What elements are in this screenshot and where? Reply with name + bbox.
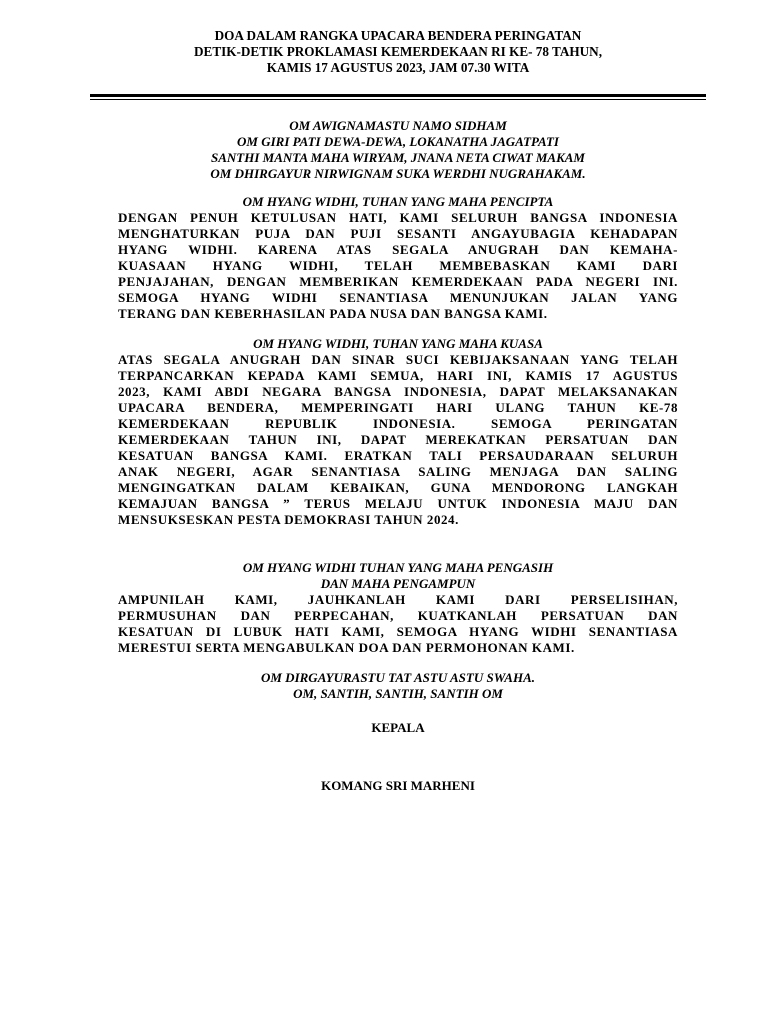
section-pencipta bbox=[118, 194, 678, 322]
paragraph-line: MENGINGATKAN DALAM KEBAIKAN, GUNA MENDORONG LANGKAH bbox=[118, 480, 678, 495]
document-page bbox=[118, 28, 678, 794]
document-header bbox=[118, 28, 678, 76]
mantra-line: OM GIRI PATI DEWA-DEWA, LOKANATHA JAGATPATI bbox=[237, 134, 559, 149]
mantra-line: SANTHI MANTA MAHA WIRYAM, JNANA NETA CIWAT MAKAM bbox=[210, 150, 585, 165]
section-paragraph bbox=[118, 352, 678, 528]
signature-name: KOMANG SRI MARHENI bbox=[321, 778, 475, 793]
section-heading: OM HYANG WIDHI, TUHAN YANG MAHA PENCIPTA bbox=[242, 194, 554, 209]
paragraph-line: AMPUNILAH KAMI, JAUHKANLAH KAMI DARI PERSELISIHAN, bbox=[118, 592, 678, 607]
mantra-line: OM DHIRGAYUR NIRWIGNAM SUKA WERDHI NUGRAHAKAM. bbox=[210, 166, 586, 181]
opening-mantra bbox=[118, 118, 678, 182]
paragraph-line: DENGAN PENUH KETULUSAN HATI, KAMI SELURUH BANGSA INDONESIA bbox=[118, 210, 678, 225]
paragraph-line: ATAS SEGALA ANUGRAH DAN SINAR SUCI KEBIJAKSANAAN YANG TELAH bbox=[118, 352, 678, 367]
header-line-3: KAMIS 17 AGUSTUS 2023, JAM 07.30 WITA bbox=[266, 60, 530, 75]
paragraph-line: TERANG DAN KEBERHASILAN PADA NUSA DAN BANGSA KAMI. bbox=[118, 306, 548, 321]
mantra-line: OM AWIGNAMASTU NAMO SIDHAM bbox=[289, 118, 507, 133]
paragraph-line: SEMOGA HYANG WIDHI SENANTIASA MENUNJUKAN JALAN YANG bbox=[118, 290, 678, 305]
closing-line: OM DIRGAYURASTU TAT ASTU ASTU SWAHA. bbox=[260, 670, 536, 685]
paragraph-line: 2023, KAMI ABDI NEGARA BANGSA INDONESIA, DAPAT MELAKSANAKAN bbox=[118, 384, 678, 399]
paragraph-line: ANAK NEGERI, AGAR SENANTIASA SALING MENJAGA DAN SALING bbox=[118, 464, 678, 479]
section-heading: DAN MAHA PENGAMPUN bbox=[320, 576, 476, 591]
header-line-2: DETIK-DETIK PROKLAMASI KEMERDEKAAN RI KE- 78 TAHUN, bbox=[194, 44, 602, 59]
section-heading: OM HYANG WIDHI, TUHAN YANG MAHA KUASA bbox=[253, 336, 543, 351]
section-paragraph bbox=[118, 210, 678, 322]
paragraph-line: MERESTUI SERTA MENGABULKAN DOA DAN PERMOHONAN KAMI. bbox=[118, 640, 575, 655]
paragraph-line: TERPANCARKAN KEPADA KAMI SEMUA, HARI INI, KAMIS 17 AGUSTUS bbox=[118, 368, 678, 383]
paragraph-line: PERMUSUHAN DAN PERPECAHAN, KUATKANLAH PERSATUAN DAN bbox=[118, 608, 678, 623]
header-line-1: DOA DALAM RANGKA UPACARA BENDERA PERINGATAN bbox=[214, 28, 582, 43]
header-divider bbox=[90, 94, 706, 100]
closing-mantra bbox=[118, 670, 678, 702]
paragraph-line: KUASAAN HYANG WIDHI, TELAH MEMBEBASKAN KAMI DARI bbox=[118, 258, 678, 273]
paragraph-line: UPACARA BENDERA, MEMPERINGATI HARI ULANG TAHUN KE-78 bbox=[118, 400, 678, 415]
section-pengasih bbox=[118, 560, 678, 656]
paragraph-line: PENJAJAHAN, DENGAN MEMBERIKAN KEMERDEKAAN PADA NEGERI INI. bbox=[118, 274, 678, 289]
paragraph-line: MENGHATURKAN PUJA DAN PUJI SESANTI ANGAYUBAGIA KEHADAPAN bbox=[118, 226, 678, 241]
paragraph-line: KEMERDEKAAN TAHUN INI, DAPAT MEREKATKAN PERSATUAN DAN bbox=[118, 432, 678, 447]
signature-title: KEPALA bbox=[371, 720, 425, 735]
closing-line: OM, SANTIH, SANTIH, SANTIH OM bbox=[293, 686, 503, 701]
section-kuasa bbox=[118, 336, 678, 528]
paragraph-line: KEMAJUAN BANGSA ” TERUS MELAJU UNTUK INDONESIA MAJU DAN bbox=[118, 496, 678, 511]
paragraph-line: MENSUKSESKAN PESTA DEMOKRASI TAHUN 2024. bbox=[118, 512, 459, 527]
paragraph-line: KEMERDEKAAN REPUBLIK INDONESIA. SEMOGA PERINGATAN bbox=[118, 416, 678, 431]
paragraph-line: KESATUAN DI LUBUK HATI KAMI, SEMOGA HYANG WIDHI SENANTIASA bbox=[118, 624, 678, 639]
paragraph-line: HYANG WIDHI. KARENA ATAS SEGALA ANUGRAH DAN KEMAHA- bbox=[118, 242, 678, 257]
section-paragraph bbox=[118, 592, 678, 656]
section-heading: OM HYANG WIDHI TUHAN YANG MAHA PENGASIH bbox=[242, 560, 554, 575]
paragraph-line: KESATUAN BANGSA KAMI. ERATKAN TALI PERSAUDARAAN SELURUH bbox=[118, 448, 678, 463]
